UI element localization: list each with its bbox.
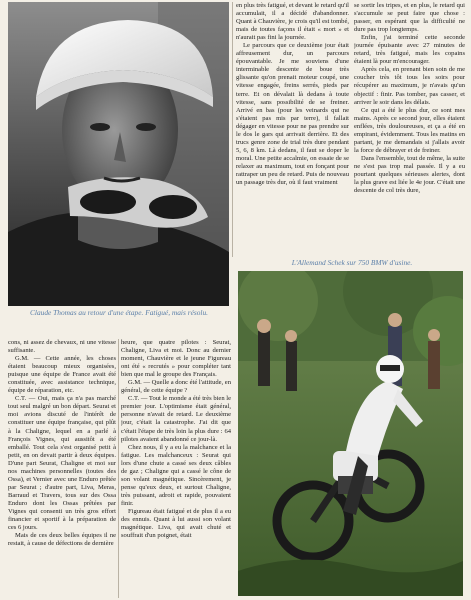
paragraph: Ce qui a été le plus dur, ce sont mes mains. Après ce second jour, elles étaient enflées, très douloureuses, et ça a été en empirant, évidemment. Tous les matins en partant, je me demandais si j'allais avoir la force de débrayer et de freiner. [354,106,465,154]
paragraph: Le parcours que ce deuxième jour était affreusement dur, un parcours épouvantable. Je me souviens d'une interminable descente de boue très glissante qu'on prenait moteur coupé, une vitesse engagée, freins serrés, pieds par terre. Et on dévalait là dedans à toute vitesse, sans possibilité de se freiner. Arrivé en bas (pour les veinards qui ne s'étaient pas mis par terre), il fallait dégager en vitesse pour ne pas prendre sur le dos le gars qui arrivait derrière. Et des trucs genre zone de trial très dure pendant 5, 6, 8 km. Là dedans, il faut se doper le moral. Une petite accalmie, on essaie de se relaxer au maximum, tout en fonçant pour rattraper un peu de retard. Puis de nouveau un passage très dur, où il faut vraiment [236,42,349,187]
photo-rider-portrait [8,2,229,306]
paragraph: C.T. — Tout le monde a été très bien le premier jour. L'optimisme était général, personne n'avait de retard. Le deuxième jour, c'était la catastrophe. J'ai dit que c'était l'étape de très loin la plus dure : 64 pilotes avaient abandonné ce jour-là. [121,395,231,443]
paragraph: C.T. — Oui, mais ça n'a pas marché tout seul malgré un bon départ. Seurat et moi avions discuté de l'intérêt de constituer une équipe française, qui plût à la Chaligne, lequel en a parlé à François Vignes, qui aussitôt a été emballé. Tout cela s'est organisé petit à petit, en on devait partir à deux équipes. D'une part Seurat, Chaligne et moi sur nos machines personnelles (toutes des Ossa), et Vernier avec une Enduro prêtée par Seurat ; d'autre part, Liva, Meras, Barraud et Travers, tous sur des Ossa Enduro dont les Ossas prêtées par Vignes qui consenti un très gros effort financier et sportif à la préparation de ces 6 jours. [8,395,116,532]
paragraph: heure, que quatre pilotes : Seurat, Chaligne, Liva et moi. Donc au dernier moment, Chauvière et le jeune Figureau ont été « recrutés » pour compléter tant bien que mal le groupe des Français. [121,339,231,379]
article-column-lower-left [8,339,116,598]
article-column-lower-middle [121,339,231,598]
photo-motorcycle-rider [238,271,463,596]
article-column-upper-right [354,2,465,254]
column-divider [232,2,233,257]
paragraph: Enfin, j'ai terminé cette seconde journée épuisante avec 27 minutes de retard, très fatigué, mais les copains étaient là pour m'encourager. [354,34,465,66]
paragraph: Chez nous, il y a eu la malchance et la fatigue. Les malchanceux : Seurat qui lors d'une chute a cassé ses deux câbles de gaz ; Chaligne qui a cassé le cône de son volant magnétique. Sincèrement, je pense qu'eux deux, et surtout Chaligne, très puissant, adroit et rapide, pouvaient finir. [121,443,231,507]
article-column-upper-left [236,2,349,254]
caption-motorcycle: L'Allemand Schek sur 750 BMW d'usine. [291,258,413,267]
paragraph: Dans l'ensemble, tout de même, la suite ne s'est pas trop mal passée. Il y a eu pourtant quelques sérieuses alertes, dont la plus grave est liée le 4e jour. C'était une descente de col très dure, [354,154,465,195]
paragraph: Mais de ces deux belles équipes il ne restait, à cause de défections de dernière [8,532,116,548]
paragraph: G.M. — Cette année, les choses étaient beaucoup mieux organisées, puisque une équipe de France avait été constituée, avec assistance technique, équipe de réparation, etc. [8,355,116,395]
paragraph: Après cela, en prenant bien soin de me coucher très tôt tous les soirs pour récupérer au maximum, je n'avais qu'un objectif : finir. Pas tomber, pas casser, et arriver le soir dans les délais. [354,66,465,106]
column-divider [118,339,119,598]
paragraph: en plus très fatigué, et devant le retard qu'il accumulait, il a décidé d'abandonner. Quant à Chauvière, je crois qu'il est tombé, mais de toutes façons il était « mort » et n'aurait pas fini la journée. [236,2,349,42]
paragraph: se sortir les tripes, et en plus, le retard qui s'accumule se peut faire que chose : passer, en espérant que la difficulté ne dure pas trop longtemps. [354,2,465,34]
caption-rider-portrait: Claude Thomas au retour d'une étape. Fatigué, mais résolu. [29,308,209,317]
paragraph: Figureau était fatigué et de plus il a eu des ennuis. Quant à lui aussi son volant magnétique. Liva, qui avait chuté et souffrait d'un poignet, était [121,507,231,540]
motorcycle-offroad-image [238,271,463,596]
paragraph: cons, ni assez de chevaux, ni une vitesse suffisante. [8,339,116,355]
paragraph: G.M. — Quelle a donc été l'attitude, en général, de cette équipe ? [121,379,231,395]
helmet-portrait-image [8,2,229,306]
